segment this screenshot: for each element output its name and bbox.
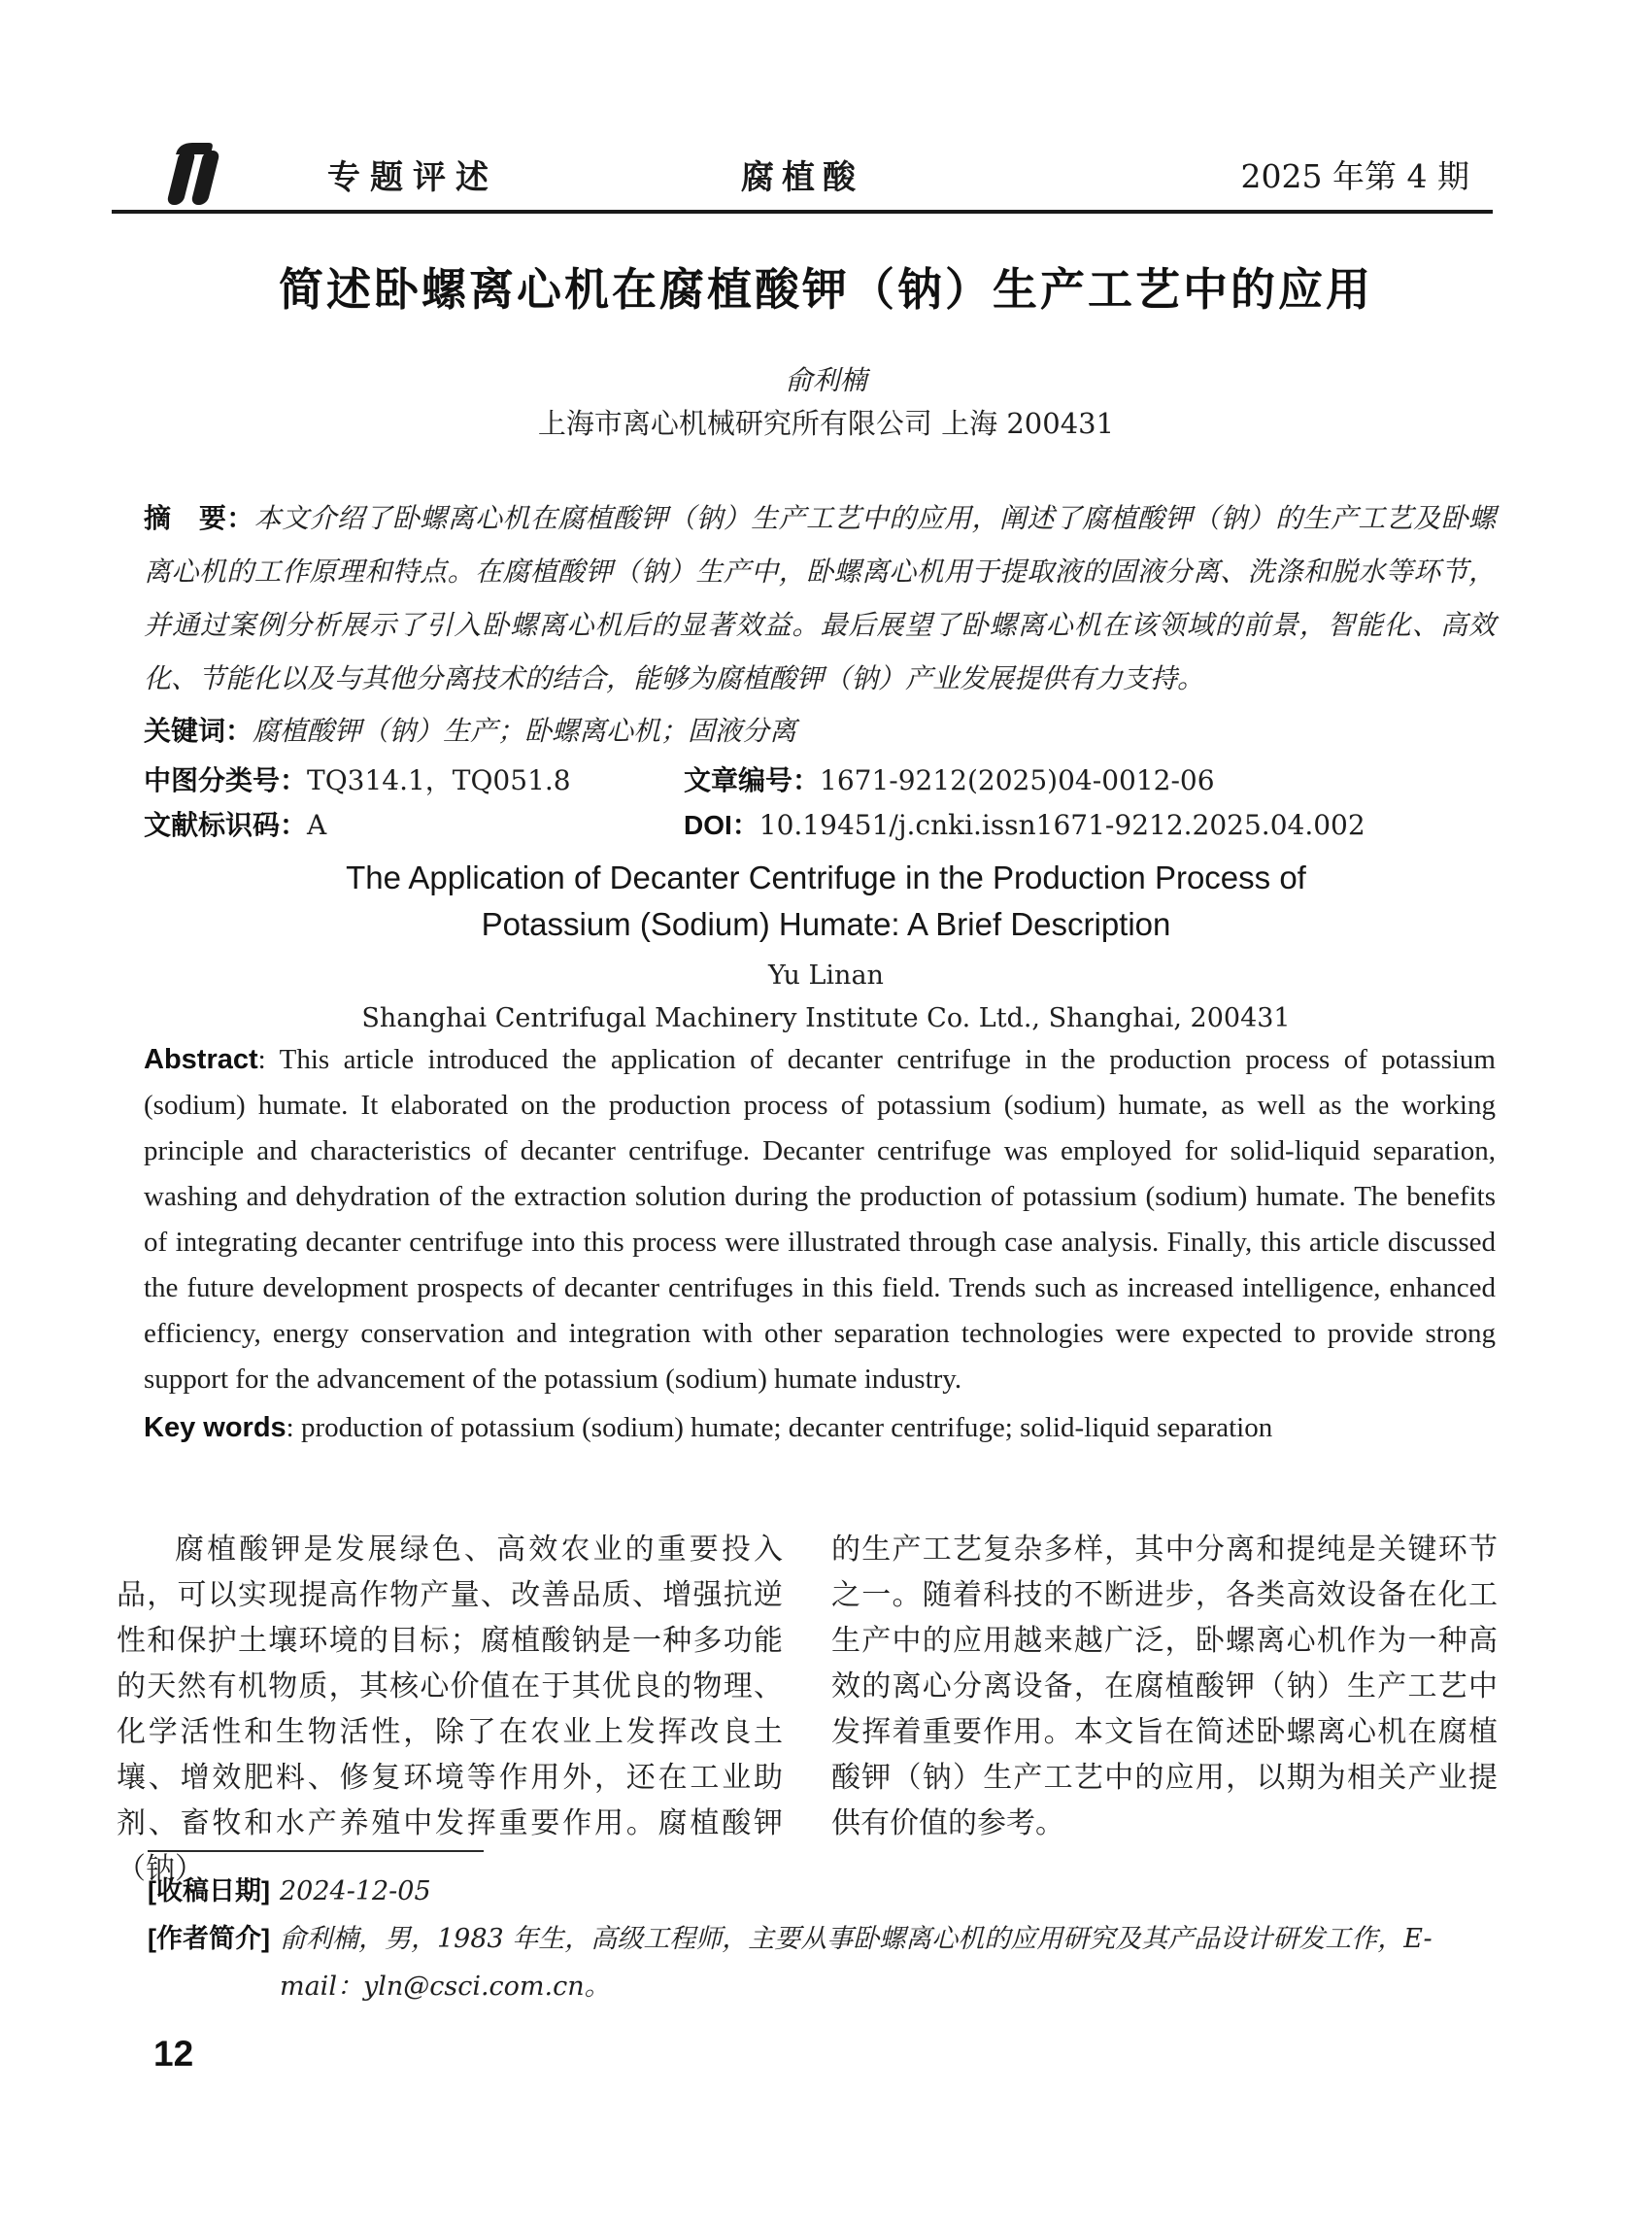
- received-date-row: [148, 1868, 1500, 1915]
- doc-code-label: 文献标识码：: [144, 810, 308, 840]
- received-date-label: [收稿日期]: [148, 1876, 270, 1905]
- article-title-en: [0, 855, 1652, 948]
- page-number: 12: [153, 2034, 194, 2073]
- author-bio-row: [148, 1915, 1500, 2010]
- journal-logo-icon: [147, 143, 248, 205]
- chinese-abstract-block: [144, 491, 1496, 848]
- keywords-en-text: production of potassium (sodium) humate; decanter centrifuge; solid-liquid separation: [300, 1412, 1273, 1443]
- keywords-en-label: Key words: [144, 1412, 287, 1443]
- body-columns: [117, 1527, 1498, 1892]
- abstract-en-label: Abstract: [144, 1044, 258, 1075]
- article-no-cell: [684, 759, 1496, 803]
- doi-cell: [684, 803, 1496, 848]
- clc-label: 中图分类号：: [144, 765, 308, 795]
- author-bio-value: 俞利楠，男，1983 年生，高级工程师，主要从事卧螺离心机的应用研究及其产品设计研发工作，E-mail：yln@csci.com.cn。: [279, 1924, 1433, 2002]
- keywords-cn-text: 腐植酸钾（钠）生产；卧螺离心机；固液分离: [253, 715, 797, 747]
- article-title-cn: 简述卧螺离心机在腐植酸钾（钠）生产工艺中的应用: [279, 264, 1373, 315]
- author-name-en: Yu Linan: [768, 961, 884, 991]
- doc-code-cell: [144, 803, 684, 848]
- title-en-line1: The Application of Decanter Centrifuge in the Production Process of: [346, 860, 1306, 895]
- affiliation-cn: 上海市离心机械研究所有限公司 上海 200431: [537, 407, 1115, 440]
- classification-meta: [144, 759, 1496, 848]
- body-column-left: [117, 1527, 783, 1892]
- doi-value: 10.19451/j.cnki.issn1671-9212.2025.04.002: [759, 809, 1365, 841]
- body-left-paragraph: 腐植酸钾是发展绿色、高效农业的重要投入品，可以实现提高作物产量、改善品质、增强抗逆性和保护土壤环境的目标；腐植酸钠是一种多功能的天然有机物质，其核心价值在于其优良的物理、化学活性和生物活性，除了在农业上发挥改良土壤、增效肥料、修复环境等作用外，还在工业助剂、畜牧和水产养殖中发挥重要作用。腐植酸钾（钠）: [117, 1533, 783, 1886]
- footnote-block: [148, 1850, 1500, 2010]
- clc-value: TQ314.1，TQ051.8: [307, 764, 571, 796]
- body-right-paragraph: 的生产工艺复杂多样，其中分离和提纯是关键环节之一。随着科技的不断进步，各类高效设备在化工生产中的应用越来越广泛，卧螺离心机作为一种高效的离心分离设备，在腐植酸钾（钠）生产工艺中发挥着重要作用。本文旨在简述卧螺离心机在腐植酸钾（钠）生产工艺中的应用，以期为相关产业提供有价值的参考。: [831, 1533, 1498, 1840]
- body-column-right: [831, 1527, 1498, 1892]
- article-no-value: 1671-9212(2025)04-0012-06: [820, 764, 1215, 796]
- keywords-cn-label: 关键词：: [144, 716, 253, 746]
- header-section-label: 专题评述: [327, 158, 498, 196]
- keywords-en-colon: :: [286, 1412, 301, 1443]
- author-name-cn: 俞利楠: [785, 364, 867, 396]
- abstract-en-text: This article introduced the application of decanter centrifuge in the production process of potassium (sodium) humate. It elaborated on the production process of potassium (sodium) humate, as well as the working principle and characteristics of decanter centrifuge. Decanter centrifuge was employed for solid-liquid separation, washing and dehydration of the extraction solution during the production of potassium (sodium) humate. The benefits of integrating decanter centrifuge into this process were illustrated through case analysis. Finally, this article discussed the future development prospects of decanter centrifuges in this field. Trends such as increased intelligence, enhanced efficiency, energy conservation and integration with other separation technologies were expected to provide strong support for the advancement of the potassium (sodium) humate industry.: [144, 1044, 1496, 1395]
- page-header: [112, 138, 1493, 214]
- author-bio-label: [作者简介]: [148, 1924, 270, 1953]
- affiliation-en: Shanghai Centrifugal Machinery Institute Co. Ltd., Shanghai, 200431: [361, 1003, 1291, 1033]
- abstract-cn-paragraph: [144, 491, 1496, 705]
- title-en-line2: Potassium (Sodium) Humate: A Brief Description: [481, 906, 1171, 942]
- doi-label: DOI：: [684, 810, 759, 840]
- abstract-en-paragraph: [144, 1037, 1496, 1402]
- doc-code-value: A: [307, 809, 327, 841]
- header-subject-label: 腐植酸: [741, 158, 863, 196]
- keywords-cn-line: [144, 705, 1496, 757]
- abstract-cn-text: 本文介绍了卧螺离心机在腐植酸钾（钠）生产工艺中的应用，阐述了腐植酸钾（钠）的生产工艺及卧螺离心机的工作原理和特点。在腐植酸钾（钠）生产中，卧螺离心机用于提取液的固液分离、洗涤和脱水等环节，并通过案例分析展示了引入卧螺离心机后的显著效益。最后展望了卧螺离心机在该领域的前景，智能化、高效化、节能化以及与其他分离技术的结合，能够为腐植酸钾（钠）产业发展提供有力支持。: [144, 502, 1496, 694]
- article-no-label: 文章编号：: [684, 765, 821, 795]
- english-head-block: [0, 855, 1652, 1033]
- clc-cell: [144, 759, 684, 803]
- header-issue-label: 2025 年第 4 期: [1240, 156, 1469, 195]
- received-date-value: 2024-12-05: [279, 1876, 431, 1906]
- abstract-en-colon: :: [257, 1044, 280, 1075]
- abstract-cn-label: 摘 要：: [144, 503, 254, 533]
- keywords-en-line: [144, 1405, 1496, 1451]
- footnote-divider: [148, 1850, 484, 1852]
- english-abstract-block: [144, 1037, 1496, 1451]
